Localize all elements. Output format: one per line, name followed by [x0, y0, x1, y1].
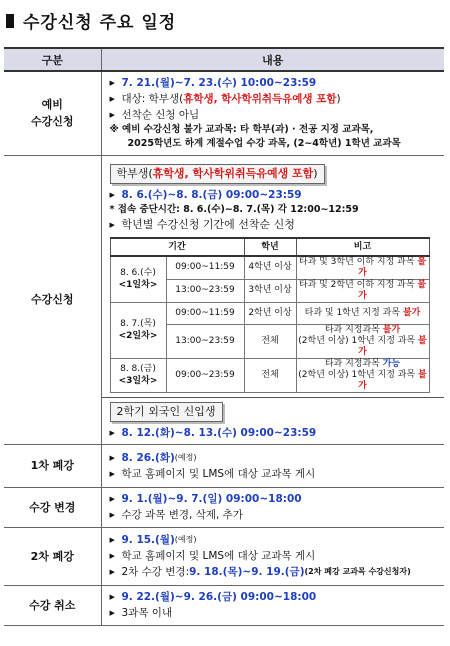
row-cancel	[4, 585, 444, 625]
note-text: (2학년 이상) 1학년 지정 과목	[298, 335, 419, 346]
restriction-note-1: ※ 예비 수강신청 불가 교과목: 타 학부(과) · 전공 지정 교과목,	[109, 124, 374, 136]
note-cell	[296, 279, 429, 302]
halt-note: * 접속 중단시간: 8. 6.(수)~8. 7.(목) 각 12:00~12:59	[109, 203, 359, 215]
note-flag: 가능	[382, 358, 401, 369]
day-date: 8. 7.(목)	[120, 319, 156, 329]
list-item	[110, 564, 437, 580]
category-change: 수강 변경	[4, 487, 101, 527]
box-highlight: 휴학생, 학사학위취득유예생 포함	[152, 166, 314, 180]
target-suffix: )	[336, 93, 341, 106]
arrow-icon: ▶	[109, 79, 115, 88]
arrow-icon: ▶	[109, 495, 115, 503]
pre-date: 7. 21.(월)~7. 23.(수) 10:00~23:59	[121, 77, 317, 90]
inner-header-period: 기간	[110, 238, 244, 256]
note-flag: 불가	[358, 279, 427, 301]
note-text: 타과 및 2학년 이하 지정 과목	[298, 279, 418, 290]
list-item	[110, 466, 437, 482]
day-label: <1일차>	[118, 280, 158, 290]
registration-date: 8. 6.(수)~8. 8.(금) 09:00~23:59	[121, 188, 302, 201]
list-item	[110, 91, 437, 107]
title-square-icon	[6, 14, 14, 28]
time-cell: 13:00~23:59	[166, 279, 244, 302]
target-text	[122, 91, 341, 107]
list-item	[110, 217, 437, 233]
note-cell	[296, 324, 429, 358]
arrow-icon: ▶	[109, 190, 115, 199]
arrow-icon: ▶	[109, 220, 115, 229]
category-line-1: 예비	[41, 98, 63, 112]
time-cell: 13:00~23:59	[166, 324, 244, 358]
page-title	[6, 8, 176, 33]
row-pre-registration	[4, 71, 444, 155]
second-drop-desc: 학교 홈페이지 및 LMS에 대상 교과목 게시	[121, 550, 316, 562]
note-text: 타과 지정과목	[324, 358, 383, 369]
change-desc: 수강 과목 변경, 삭제, 추가	[121, 509, 243, 521]
list-item	[110, 589, 437, 605]
target-prefix: 대상: 학부생(	[121, 93, 184, 106]
day-date: 8. 6.(수)	[120, 268, 156, 278]
note-flag: 불가	[358, 256, 427, 278]
arrow-icon: ▶	[109, 428, 115, 437]
box-prefix: 학부생(	[116, 166, 153, 180]
category-second-drop: 2차 폐강	[4, 527, 101, 585]
row-change	[4, 487, 444, 527]
content-second-drop	[101, 527, 444, 585]
header-content: 내용	[101, 48, 444, 71]
first-drop-desc: 학교 홈페이지 및 LMS에 대상 교과목 게시	[121, 467, 316, 480]
list-item	[110, 548, 437, 564]
arrow-icon: ▶	[109, 568, 115, 576]
second-change-label: 2차 수강 변경:	[121, 566, 190, 578]
day-cell	[110, 358, 166, 392]
grade-cell: 전체	[244, 324, 296, 358]
note-text: (2학년 이상) 1학년 지정 과목	[298, 369, 419, 380]
page-title-text: 수강신청 주요 일정	[23, 13, 177, 33]
content-pre-registration	[101, 71, 444, 155]
category-pre-registration	[4, 71, 101, 155]
box-suffix: )	[313, 166, 318, 180]
day-label: <2일차>	[118, 331, 158, 341]
row-second-drop	[4, 527, 444, 585]
target-highlight: 휴학생, 학사학위취득유예생 포함	[183, 93, 337, 106]
list-item	[110, 507, 437, 523]
content-cancel	[101, 585, 444, 625]
time-cell: 09:00~11:59	[166, 302, 244, 324]
arrow-icon: ▶	[109, 453, 115, 462]
note-text: 타과 지정과목	[324, 324, 383, 335]
list-item	[110, 532, 437, 548]
list-item	[110, 107, 437, 123]
cancel-desc: 3과목 이내	[121, 607, 173, 619]
note-cell	[296, 358, 429, 392]
note-text: 타과 및 3학년 이하 지정 과목	[298, 256, 418, 267]
content-registration	[101, 155, 444, 444]
arrow-icon: ▶	[109, 95, 115, 104]
note-flag: 불가	[358, 335, 427, 357]
list-item	[110, 425, 437, 441]
table-header-row	[4, 48, 444, 71]
change-date: 9. 1.(월)~9. 7.(일) 09:00~18:00	[121, 493, 302, 505]
day-label: <3일차>	[118, 376, 158, 386]
first-drop-tag: (예정)	[174, 452, 197, 462]
arrow-icon: ▶	[109, 469, 115, 478]
arrow-icon: ▶	[109, 536, 115, 544]
note-cell	[296, 302, 429, 324]
category-cancel: 수강 취소	[4, 585, 101, 625]
arrow-icon: ▶	[109, 552, 115, 560]
list-item	[110, 491, 437, 507]
grade-cell: 4학년 이상	[244, 256, 296, 280]
arrow-icon: ▶	[109, 111, 115, 120]
list-item	[110, 75, 437, 91]
second-drop-tag: (예정)	[174, 535, 197, 544]
grade-schedule-table	[110, 237, 430, 393]
inner-header-row	[110, 238, 429, 256]
category-line-2: 수강신청	[30, 115, 74, 129]
time-cell: 09:00~23:59	[166, 358, 244, 392]
grade-cell: 3학년 이상	[244, 279, 296, 302]
content-change	[101, 487, 444, 527]
note-flag: 불가	[358, 369, 427, 391]
second-drop-date: 9. 15.(월)	[121, 534, 175, 546]
undergrad-box-label	[110, 164, 325, 184]
second-change-note: (2차 폐강 교과목 수강신청자)	[304, 567, 411, 576]
first-come-note: 선착순 신청 아님	[121, 109, 200, 122]
grade-cell: 전체	[244, 358, 296, 392]
grade-note: 학년별 수강신청 기간에 선착순 신청	[121, 217, 295, 231]
first-drop-date: 8. 26.(화)	[121, 451, 175, 464]
table-row	[110, 256, 429, 280]
content-first-drop	[101, 444, 444, 487]
day-cell	[110, 302, 166, 358]
schedule-table	[4, 47, 444, 626]
day-cell	[110, 256, 166, 303]
restriction-note-2: 2025학년도 하계 계절수업 수강 과목, (2~4학년) 1학년 교과목	[127, 138, 401, 150]
time-cell: 09:00~11:59	[166, 256, 244, 280]
list-item	[110, 450, 437, 466]
arrow-icon: ▶	[109, 593, 115, 601]
cancel-date: 9. 22.(월)~9. 26.(금) 09:00~18:00	[121, 591, 317, 603]
note-text: 타과 및 1학년 지정 과목	[304, 307, 403, 318]
note-cell	[296, 256, 429, 280]
table-row	[110, 302, 429, 324]
header-category: 구분	[4, 48, 101, 71]
category-registration: 수강신청	[4, 155, 101, 444]
second-change-date: 9. 18.(목)~9. 19.(금)	[189, 566, 305, 578]
foreign-freshman-date: 8. 12.(화)~8. 13.(수) 09:00~23:59	[121, 426, 317, 439]
category-first-drop: 1차 폐강	[4, 444, 101, 487]
arrow-icon: ▶	[109, 511, 115, 519]
grade-cell: 2학년 이상	[244, 302, 296, 324]
list-item	[110, 605, 437, 621]
inner-header-grade: 학년	[244, 238, 296, 256]
table-row	[110, 358, 429, 392]
arrow-icon: ▶	[109, 609, 115, 617]
note-flag: 불가	[382, 324, 401, 335]
row-registration	[4, 155, 444, 444]
row-first-drop	[4, 444, 444, 487]
note-flag: 불가	[402, 307, 421, 318]
list-item	[110, 187, 437, 203]
foreign-freshman-box-label: 2학기 외국인 신입생	[110, 402, 223, 422]
day-date: 8. 8.(금)	[120, 364, 156, 374]
inner-header-note: 비고	[296, 238, 429, 256]
divider	[102, 397, 445, 398]
